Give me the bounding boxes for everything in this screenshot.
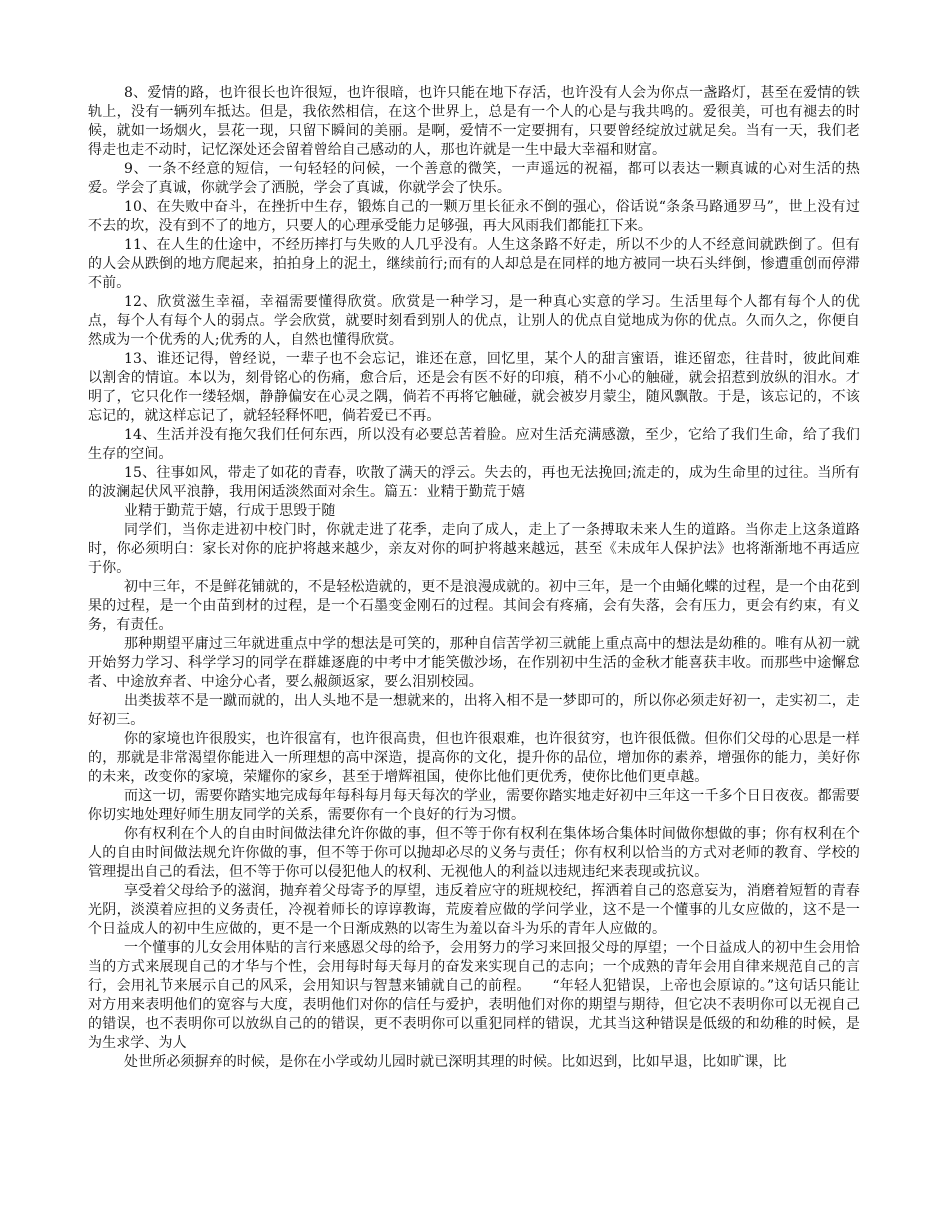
paragraph-enjoy: 享受着父母给予的滋润，抛弃着父母寄予的厚望，违反着应守的班规校纪，挥洒着自己的恣意妄为，消磨着短暂的青春光阴，淡漠着应担的义务责任，冷视着师长的谆谆教诲，荒废着应做的学问学业，这不是一个懂事的儿女应做的，这不是一个日益成人的初中生应做的，更不是一个日渐成熟的以寄生为羞以奋斗为乐的青年人应做的。 xyxy=(88,883,860,937)
paragraph-students: 同学们，当你走进初中校门时，你就走进了花季，走向了成人，走上了一条搏取未来人生的道路。当你走上这条道路时，你必须明白：家长对你的庇护将越来越少，亲友对你的呵护将越来越远，甚至《未成年人保护法》也将渐渐地不再适应于你。 xyxy=(88,522,860,576)
paragraph-11: 11、在人生的仕途中，不经历摔打与失败的人几乎没有。人生这条路不好走，所以不少的人不经意间就跌倒了。但有的人会从跌倒的地方爬起来，拍拍身上的泥土，继续前行;而有的人却总是在同样的地方被同一块石头绊倒，惨遭重创而停滞不前。 xyxy=(88,237,860,291)
paragraph-15: 15、往事如风，带走了如花的青春，吹散了满天的浮云。失去的，再也无法挽回;流走的，成为生命里的过往。当所有的波澜起伏风平浪静，我用闲适淡然面对余生。篇五：业精于勤荒于嬉 xyxy=(88,465,860,500)
document-body xyxy=(88,84,860,1072)
paragraph-14: 14、生活并没有拖欠我们任何东西，所以没有必要总苦着脸。应对生活充满感激，至少，它给了我们生命，给了我们生存的空间。 xyxy=(88,427,860,462)
paragraph-12: 12、欣赏滋生幸福，幸福需要懂得欣赏。欣赏是一种学习，是一种真心实意的学习。生活里每个人都有每个人的优点，每个人有每个人的弱点。学会欣赏，就要时刻看到别人的优点，让别人的优点自觉地成为你的优点。久而久之，你便自然成为一个优秀的人;优秀的人，自然也懂得欣赏。 xyxy=(88,294,860,348)
paragraph-all-this: 而这一切，需要你踏实地完成每年每科每月每天每次的学业，需要你踏实地走好初中三年这一千多个日日夜夜。都需要你切实地处理好师生朋友同学的关系，需要你有一个良好的行为习惯。 xyxy=(88,788,860,823)
paragraph-excellence: 出类拔萃不是一蹴而就的，出人头地不是一想就来的，出将入相不是一梦即可的，所以你必须走好初一，走实初二，走好初三。 xyxy=(88,693,860,728)
paragraph-9: 9、一条不经意的短信，一句轻轻的问候，一个善意的微笑，一声遥远的祝福，都可以表达一颗真诚的心对生活的热爱。学会了真诚，你就学会了洒脱，学会了真诚，你就学会了快乐。 xyxy=(88,161,860,196)
paragraph-family: 你的家境也许很殷实，也许很富有，也许很高贵，但也许很艰难，也许很贫穷，也许很低微。但你们父母的心思是一样的，那就是非常渴望你能进入一所理想的高中深造，提高你的文化，提升你的品位，增加你的素养，增强你的能力，美好你的未来，改变你的家境，荣耀你的家乡，甚至于增辉祖国，使你比他们更优秀，使你比他们更卓越。 xyxy=(88,731,860,785)
paragraph-three-years: 初中三年，不是鲜花铺就的，不是轻松造就的，更不是浪漫成就的。初中三年，是一个由蛹化蝶的过程，是一个由花到果的过程，是一个由苗到材的过程，是一个石墨变金刚石的过程。其间会有疼痛，会有失落，会有压力，更会有约束，有义务，有责任。 xyxy=(88,579,860,633)
paragraph-13: 13、谁还记得，曾经说，一辈子也不会忘记，谁还在意，回忆里，某个人的甜言蜜语，谁还留恋，往昔时，彼此间难以割舍的情谊。本以为，刻骨铭心的伤痛，愈合后，还是会有医不好的印痕，稍不小心的触碰，就会招惹到放纵的泪水。才明了，它只化作一缕轻烟，静静偏安在心灵之隅，倘若不再将它触碰，就会被岁月蒙尘，随风飘散。于是，该忘记的，不该忘记的，就这样忘记了，就轻轻释怀吧，倘若爱已不再。 xyxy=(88,351,860,424)
section-heading: 业精于勤荒于嬉，行成于思毁于随 xyxy=(124,503,336,519)
paragraph-10: 10、在失败中奋斗，在挫折中生存，锻炼自己的一颗万里长征永不倒的强心，俗话说“条条马路通罗马”，世上没有过不去的坎，没有到不了的地方，只要人的心理承受能力足够强，再大风雨我们都能扛下来。 xyxy=(88,199,860,234)
paragraph-sensible-child: 一个懂事的儿女会用体贴的言行来感恩父母的给予，会用努力的学习来回报父母的厚望；一个日益成人的初中生会用恰当的方式来展现自己的才华与个性，会用每时每天每月的奋发来实现自己的志向；一个成熟的青年会用自律来规范自己的言行，会用礼节来展示自己的风采，会用知识与智慧来铺就自己的前程。 “年轻人犯错误，上帝也会原谅的。”这句话只能让对方用来表明他们的宽容与大度，表明他们对你的信任与爱护，表明他们对你的期望与期待，但它决不表明你可以无视自己的错误，也不表明你可以放纵自己的的错误，更不表明你可以重犯同样的错误，尤其当这种错误是低级的和幼稚的时候，是为生求学、为人 xyxy=(88,940,860,1051)
paragraph-8: 8、爱情的路，也许很长也许很短，也许很暗，也许只能在地下存活，也许没有人会为你点一盏路灯，甚至在爱情的铁轨上，没有一辆列车抵达。但是，我依然相信，在这个世界上，总是有一个人的心是与我共鸣的。爱很美，可也有褪去的时候，就如一场烟火，昙花一现，只留下瞬间的美丽。是啊，爱情不一定要拥有，只要曾经绽放过就足矣。当有一天，我们老得走也走不动时，记忆深处还会留着曾给自己感动的人，那也许就是一生中最大幸福和财富。 xyxy=(88,85,860,158)
paragraph-expectation: 那种期望平庸过三年就进重点中学的想法是可笑的，那种自信苦学初三就能上重点高中的想法是幼稚的。唯有从初一就开始努力学习、科学学习的同学在群雄逐鹿的中考中才能笑傲沙场，在作别初中生活的金秋才能喜获丰收。而那些中途懈怠者、中途放弃者、中途分心者，要么赧颜返家，要么泪别校园。 xyxy=(88,636,860,690)
paragraph-rights: 你有权利在个人的自由时间做法律允许你做的事，但不等于你有权利在集体场合集体时间做你想做的事；你有权利在个人的自由时间做法规允许你做的事，但不等于你可以抛却必尽的义务与责任；你有权利以恰当的方式对老师的教育、学校的管理提出自己的看法，但不等于你可以侵犯他人的权利、无视他人的利益以违规违纪来表现或抗议。 xyxy=(88,826,860,880)
paragraph-conduct: 处世所必须摒弃的时候，是你在小学或幼儿园时就已深明其理的时候。比如迟到，比如早退，比如旷课，比 xyxy=(124,1054,787,1070)
